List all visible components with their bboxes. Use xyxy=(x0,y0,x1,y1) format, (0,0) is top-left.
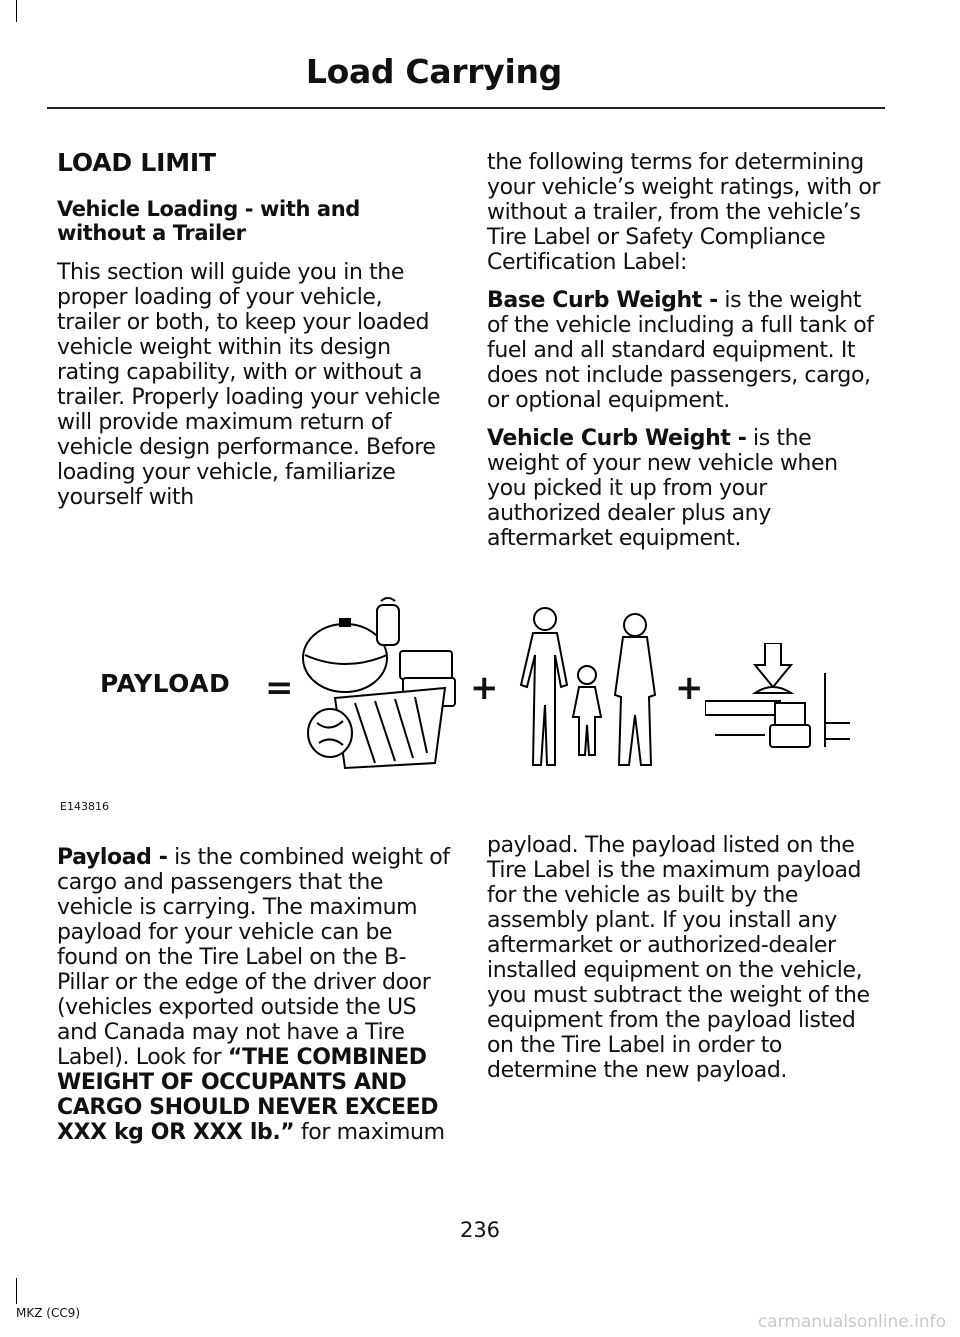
base-curb-text: is the weight of the vehicle including a full tank of fuel and all standard equipment. It does not include passengers, cargo, or optional equipment. xyxy=(487,288,874,413)
payload-left-column xyxy=(57,845,451,1158)
watermark: carmanualsonline.info xyxy=(757,1312,946,1332)
page-number: 236 xyxy=(459,1218,501,1242)
intro-paragraph: This section will guide you in the proper loading of your vehicle, trailer or both, to keep your loaded vehicle weight within its design rating capability, with or without a trailer. Properly loading your vehicle will provide maximum return of vehicle design performance. Before loading your vehicle, familiarize yourself with xyxy=(57,260,441,510)
vehicle-curb-paragraph xyxy=(487,426,881,551)
base-curb-term: Base Curb Weight - xyxy=(487,288,718,313)
payload-label: PAYLOAD xyxy=(100,669,231,698)
payload-figure xyxy=(90,593,850,793)
passengers-icon xyxy=(505,605,670,775)
payload-term: Payload - xyxy=(57,845,168,870)
vehicle-curb-text: is the weight of your new vehicle when you picked it up from your authorized dealer plus any aftermarket equipment. xyxy=(487,426,838,551)
label-quote: “THE COMBINED WEIGHT OF OCCUPANTS AND CARGO SHOULD NEVER EXCEED XXX kg OR XXX lb.” xyxy=(57,1045,439,1145)
footer-model: MKZ (CC9) xyxy=(16,1306,81,1320)
section-heading: LOAD LIMIT xyxy=(57,148,216,177)
payload-continuation: payload. The payload listed on the Tire Label is the maximum payload for the vehicle as built by the assembly plant. If you install any aftermarket or authorized-dealer installed equipment on the vehicle, you must subtract the weight of the equipment from the payload listed on the Tire Label in order to determine the new payload. xyxy=(487,833,870,1083)
payload-text: is the combined weight of cargo and passengers that the vehicle is carrying. The maximum payload for your vehicle can be found on the Tire Label on the B-Pillar or the edge of the driver door (vehicles exported outside the US and Canada may not have a Tire Label). Look for xyxy=(57,845,450,1070)
equals-sign: = xyxy=(265,668,294,708)
crop-mark-bottom-left xyxy=(16,1278,17,1304)
plus-sign-1: + xyxy=(470,668,499,708)
trailer-hitch-icon xyxy=(705,643,850,753)
header-divider xyxy=(47,107,885,109)
base-curb-paragraph xyxy=(487,288,881,413)
payload-tail: for maximum xyxy=(294,1120,445,1145)
page-title: Load Carrying xyxy=(305,52,562,91)
sub-heading: Vehicle Loading - with and without a Trailer xyxy=(57,197,360,245)
right-column xyxy=(487,150,881,564)
cargo-icon xyxy=(295,593,465,773)
vehicle-curb-term: Vehicle Curb Weight - xyxy=(487,426,747,451)
continuation-paragraph: the following terms for determining your vehicle’s weight ratings, with or without a trailer, from the vehicle’s Tire Label or Safety Compliance Certification Label: xyxy=(487,150,881,275)
crop-mark-top-left xyxy=(16,0,17,22)
payload-paragraph xyxy=(57,845,451,1145)
plus-sign-2: + xyxy=(675,668,704,708)
left-column xyxy=(57,150,451,523)
figure-id: E143816 xyxy=(60,800,109,813)
payload-right-column xyxy=(487,833,881,1096)
